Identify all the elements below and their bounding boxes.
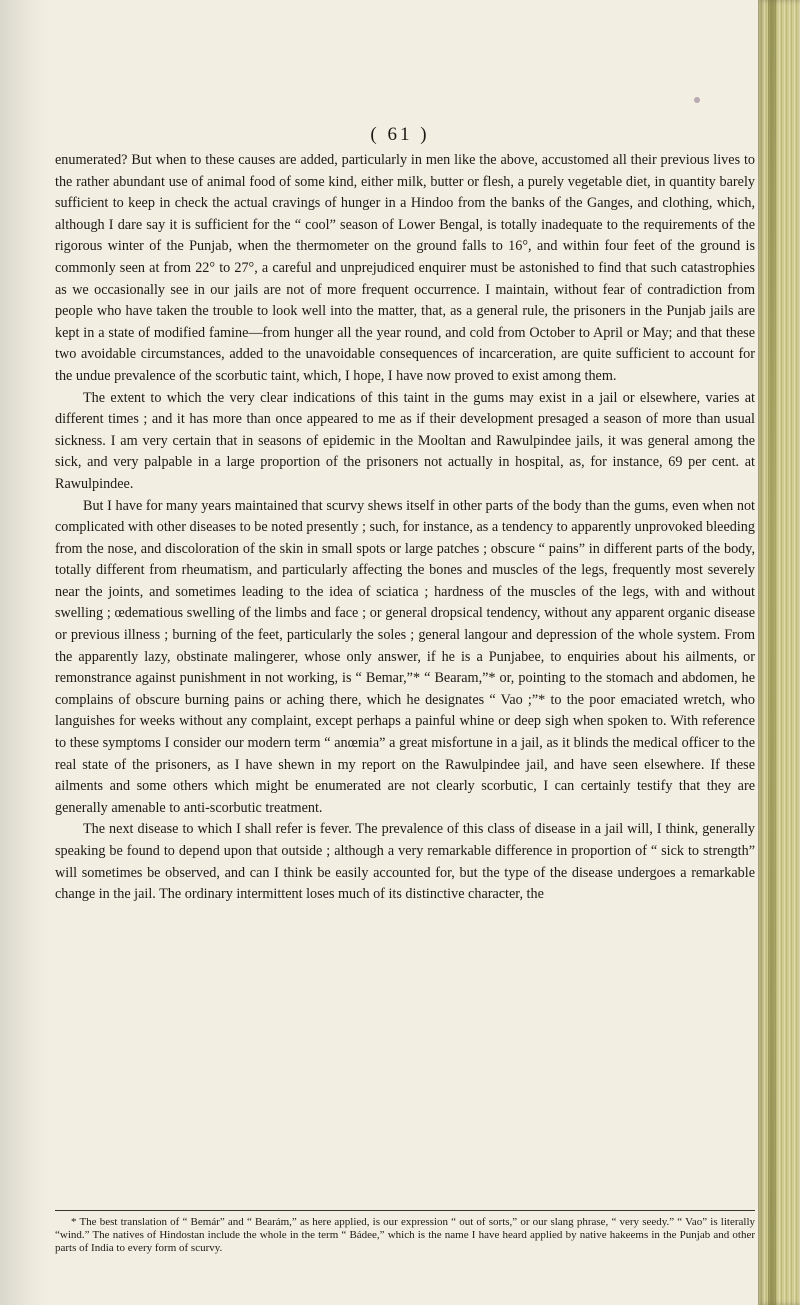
footnote-text: * The best translation of “ Bemár” and “ Bearám,” as here applied, is our expression “ out of sorts,” or our slang phrase, “ very seedy.” “ Vao” is literally “wind.” The natives of Hindostan include the whole in the term “ Bádee,” which is the name I have heard applied by native hakeems in the Punjab and other parts of India to every form of scurvy. [55, 1216, 755, 1254]
paragraph-2: The extent to which the very clear indications of this taint in the gums may exist in a jail or elsewhere, varies at different times ; and it has more than once appeared to me as if their development presaged a season of more than usual sickness. I am very certain that in seasons of epidemic in the Mooltan and Rawulpindee jails, it was general among the sick, and very palpable in a large proportion of the prisoners not actually in hospital, as, for instance, 69 per cent. at Rawulpindee. [55, 389, 755, 492]
paragraph-3: But I have for many years maintained that scurvy shews itself in other parts of the body than the gums, even when not complicated with other diseases to be noted presently ; such, for instance, as a tendency to apparently unprovoked bleeding from the nose, and discoloration of the skin in small spots or large patches ; obscure “ pains” in different parts of the body, totally different from rheumatism, and particularly affecting the bones and muscles of the legs, frequently most severely near the joints, and sometimes leading to the idea of sciatica ; hardness of the muscles of the legs, with and without swelling ; œdematious swelling of the limbs and face ; or general dropsical tendency, without any apparent organic disease or previous illness ; burning of the feet, particularly the soles ; general langour and depression of the whole system. From the apparently lazy, obstinate malingerer, whose only answer, if he is a Punjabee, to enquiries about his ailments, or remonstrance against punishment in not working, is “ Bemar,”* “ Bearam,”* or, pointing to the stomach and abdomen, he complains of obscure burning pains or aching there, which he designates “ Vao ;”* to the poor emaciated wretch, who languishes for weeks without any complaint, except perhaps a painful whine or deep sigh when spoken to. With reference to these symptoms I consider our modern term “ anœmia” a great misfortune in a jail, as it blinds the medical officer to the real state of the prisoners, as I have shewn in my report on the Rawulpindee jail, and have seen elsewhere. If these ailments and some others which might be enumerated are not clearly scorbutic, I can certainly testify that they are generally amenable to anti-scorbutic treatment. [55, 497, 755, 816]
book-binding-edge [758, 0, 800, 1305]
paragraph-4: The next disease to which I shall refer is fever. The prevalence of this class of disease in a jail will, I think, generally speaking be found to depend upon that outside ; although a very remarkable difference in proportion of “ sick to strength” will sometimes be observed, and can I think be easily accounted for, but the type of the disease undergoes a remarkable change in the jail. The ordinary intermittent loses much of its distinctive character, the [55, 821, 755, 903]
footnote [55, 1216, 755, 1255]
footnote-rule [55, 1210, 755, 1211]
page-number: ( 61 ) [370, 124, 430, 145]
page-left-shadow [0, 0, 48, 1305]
paper-speck [694, 97, 700, 103]
paragraph-1: enumerated? But when to these causes are added, particularly in men like the above, accustomed all their previous lives to the rather abundant use of animal food of some kind, either milk, butter or flesh, a purely vegetable diet, in quantity barely sufficient to keep in check the actual cravings of hunger in a Hindoo from the banks of the Ganges, and clothing, which, although I dare say it is sufficient for the “ cool” season of Lower Bengal, is totally inadequate to the requirements of the rigorous winter of the Punjab, when the thermometer on the ground falls to 16°, and within four feet of the ground is commonly seen at from 22° to 27°, a careful and unprejudiced enquirer must be astonished to find that such catastrophies as we occasionally see in our jails are not of more frequent occurrence. I maintain, without fear of contradiction from people who have taken the trouble to look well into the matter, that, as a general rule, the prisoners in the Punjab jails are kept in a state of modified famine—from hunger all the year round, and cold from October to April or May; and that these two avoidable circumstances, added to the unavoidable consequences of incarceration, are quite sufficient to account for the undue prevalence of the scorbutic taint, which, I hope, I have now proved to exist among them. [55, 152, 755, 384]
body-text [55, 150, 755, 906]
